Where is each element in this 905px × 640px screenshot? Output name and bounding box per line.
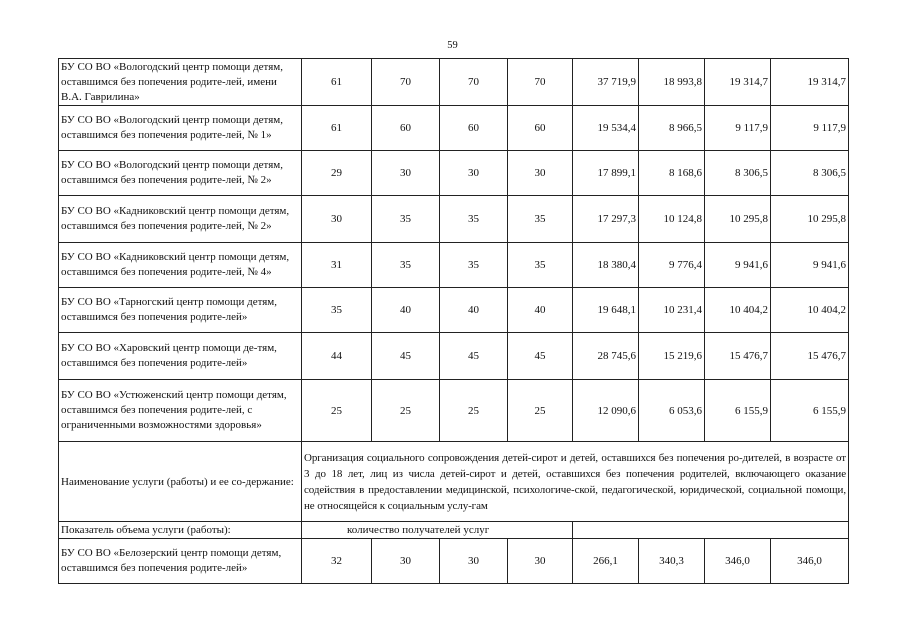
volume-value: 35 <box>508 243 573 288</box>
table-row <box>59 151 849 196</box>
volume-value: 70 <box>508 59 573 106</box>
volume-value: 30 <box>372 151 440 196</box>
institution-name: БУ СО ВО «Вологодский центр помощи детям, оставшимся без попечения родите-лей, имени В.А. Гаврилина» <box>59 59 302 106</box>
cost-value: 9 776,4 <box>639 243 705 288</box>
cost-value: 10 295,8 <box>705 196 771 243</box>
indicator-value: количество получателей услуг <box>302 522 573 539</box>
cost-value: 266,1 <box>573 539 639 584</box>
volume-value: 32 <box>302 539 372 584</box>
cost-value: 9 117,9 <box>771 106 849 151</box>
table-row <box>59 196 849 243</box>
institution-name: БУ СО ВО «Тарногский центр помощи детям, оставшимся без попечения родите-лей» <box>59 288 302 333</box>
volume-value: 70 <box>372 59 440 106</box>
volume-value: 61 <box>302 106 372 151</box>
institution-rows <box>59 59 849 442</box>
institution-name: БУ СО ВО «Кадниковский центр помощи детям, оставшимся без попечения родите-лей, № 4» <box>59 243 302 288</box>
volume-value: 30 <box>440 539 508 584</box>
institution-name: БУ СО ВО «Устюженский центр помощи детям, оставшимся без попечения родите-лей, с ограниченными возможностями здоровья» <box>59 380 302 442</box>
cost-value: 28 745,6 <box>573 333 639 380</box>
volume-value: 30 <box>372 539 440 584</box>
cost-value: 10 231,4 <box>639 288 705 333</box>
cost-value: 12 090,6 <box>573 380 639 442</box>
volume-value: 40 <box>372 288 440 333</box>
table-row <box>59 106 849 151</box>
service-description: Организация социального сопровождения детей-сирот и детей, оставшихся без попечения ро-дителей, в возрасте от 3 до 18 лет, лиц из числа детей-сирот и детей, оставшихся без попечения родителей, включающего оказание содействия в предоставлении медицинской, психологиче-ской, педагогической, юридической, социальной помощи, не относящейся к социальным услу-гам <box>302 442 849 522</box>
volume-value: 61 <box>302 59 372 106</box>
cost-value: 15 476,7 <box>771 333 849 380</box>
cost-value: 6 155,9 <box>705 380 771 442</box>
volume-value: 30 <box>508 539 573 584</box>
volume-value: 45 <box>372 333 440 380</box>
table-row <box>59 59 849 106</box>
institution-name: БУ СО ВО «Харовский центр помощи де-тям, оставшимся без попечения родите-лей» <box>59 333 302 380</box>
volume-value: 35 <box>372 196 440 243</box>
institution-name: БУ СО ВО «Вологодский центр помощи детям, оставшимся без попечения родите-лей, № 1» <box>59 106 302 151</box>
table-row <box>59 333 849 380</box>
volume-value: 35 <box>440 196 508 243</box>
volume-value: 60 <box>372 106 440 151</box>
cost-value: 9 117,9 <box>705 106 771 151</box>
volume-value: 25 <box>302 380 372 442</box>
cost-value: 8 306,5 <box>705 151 771 196</box>
cost-value: 19 648,1 <box>573 288 639 333</box>
cost-value: 19 314,7 <box>705 59 771 106</box>
cost-value: 19 534,4 <box>573 106 639 151</box>
volume-value: 31 <box>302 243 372 288</box>
table-row <box>59 243 849 288</box>
cost-value: 8 306,5 <box>771 151 849 196</box>
report-table <box>58 58 849 584</box>
volume-value: 35 <box>440 243 508 288</box>
indicator-row <box>59 522 849 539</box>
page-number: 59 <box>447 40 458 51</box>
service-label: Наименование услуги (работы) и ее со-держание: <box>59 442 302 522</box>
institution-name: БУ СО ВО «Белозерский центр помощи детям, оставшимся без попечения родите-лей» <box>59 539 302 584</box>
table-row <box>59 380 849 442</box>
cost-value: 15 476,7 <box>705 333 771 380</box>
volume-value: 30 <box>508 151 573 196</box>
volume-value: 35 <box>372 243 440 288</box>
cost-value: 10 124,8 <box>639 196 705 243</box>
cost-value: 6 155,9 <box>771 380 849 442</box>
volume-value: 25 <box>508 380 573 442</box>
volume-value: 40 <box>440 288 508 333</box>
volume-value: 45 <box>508 333 573 380</box>
volume-value: 60 <box>440 106 508 151</box>
volume-value: 40 <box>508 288 573 333</box>
volume-value: 35 <box>508 196 573 243</box>
cost-value: 19 314,7 <box>771 59 849 106</box>
volume-value: 35 <box>302 288 372 333</box>
volume-value: 29 <box>302 151 372 196</box>
institution-name: БУ СО ВО «Вологодский центр помощи детям, оставшимся без попечения родите-лей, № 2» <box>59 151 302 196</box>
cost-value: 17 899,1 <box>573 151 639 196</box>
cost-value: 18 380,4 <box>573 243 639 288</box>
service-row <box>59 442 849 522</box>
cost-value: 10 295,8 <box>771 196 849 243</box>
volume-value: 25 <box>372 380 440 442</box>
cost-value: 6 053,6 <box>639 380 705 442</box>
cost-value: 37 719,9 <box>573 59 639 106</box>
volume-value: 60 <box>508 106 573 151</box>
volume-value: 30 <box>302 196 372 243</box>
volume-value: 25 <box>440 380 508 442</box>
indicator-empty <box>573 522 849 539</box>
volume-value: 70 <box>440 59 508 106</box>
volume-value: 45 <box>440 333 508 380</box>
cost-value: 10 404,2 <box>771 288 849 333</box>
volume-value: 30 <box>440 151 508 196</box>
cost-value: 8 966,5 <box>639 106 705 151</box>
table-row <box>59 539 849 584</box>
indicator-label: Показатель объема услуги (работы): <box>59 522 302 539</box>
institution-name: БУ СО ВО «Кадниковский центр помощи детям, оставшимся без попечения родите-лей, № 2» <box>59 196 302 243</box>
cost-value: 9 941,6 <box>705 243 771 288</box>
cost-value: 10 404,2 <box>705 288 771 333</box>
cost-value: 17 297,3 <box>573 196 639 243</box>
cost-value: 15 219,6 <box>639 333 705 380</box>
table-row <box>59 288 849 333</box>
cost-value: 346,0 <box>771 539 849 584</box>
cost-value: 9 941,6 <box>771 243 849 288</box>
cost-value: 18 993,8 <box>639 59 705 106</box>
cost-value: 340,3 <box>639 539 705 584</box>
cost-value: 8 168,6 <box>639 151 705 196</box>
cost-value: 346,0 <box>705 539 771 584</box>
volume-value: 44 <box>302 333 372 380</box>
